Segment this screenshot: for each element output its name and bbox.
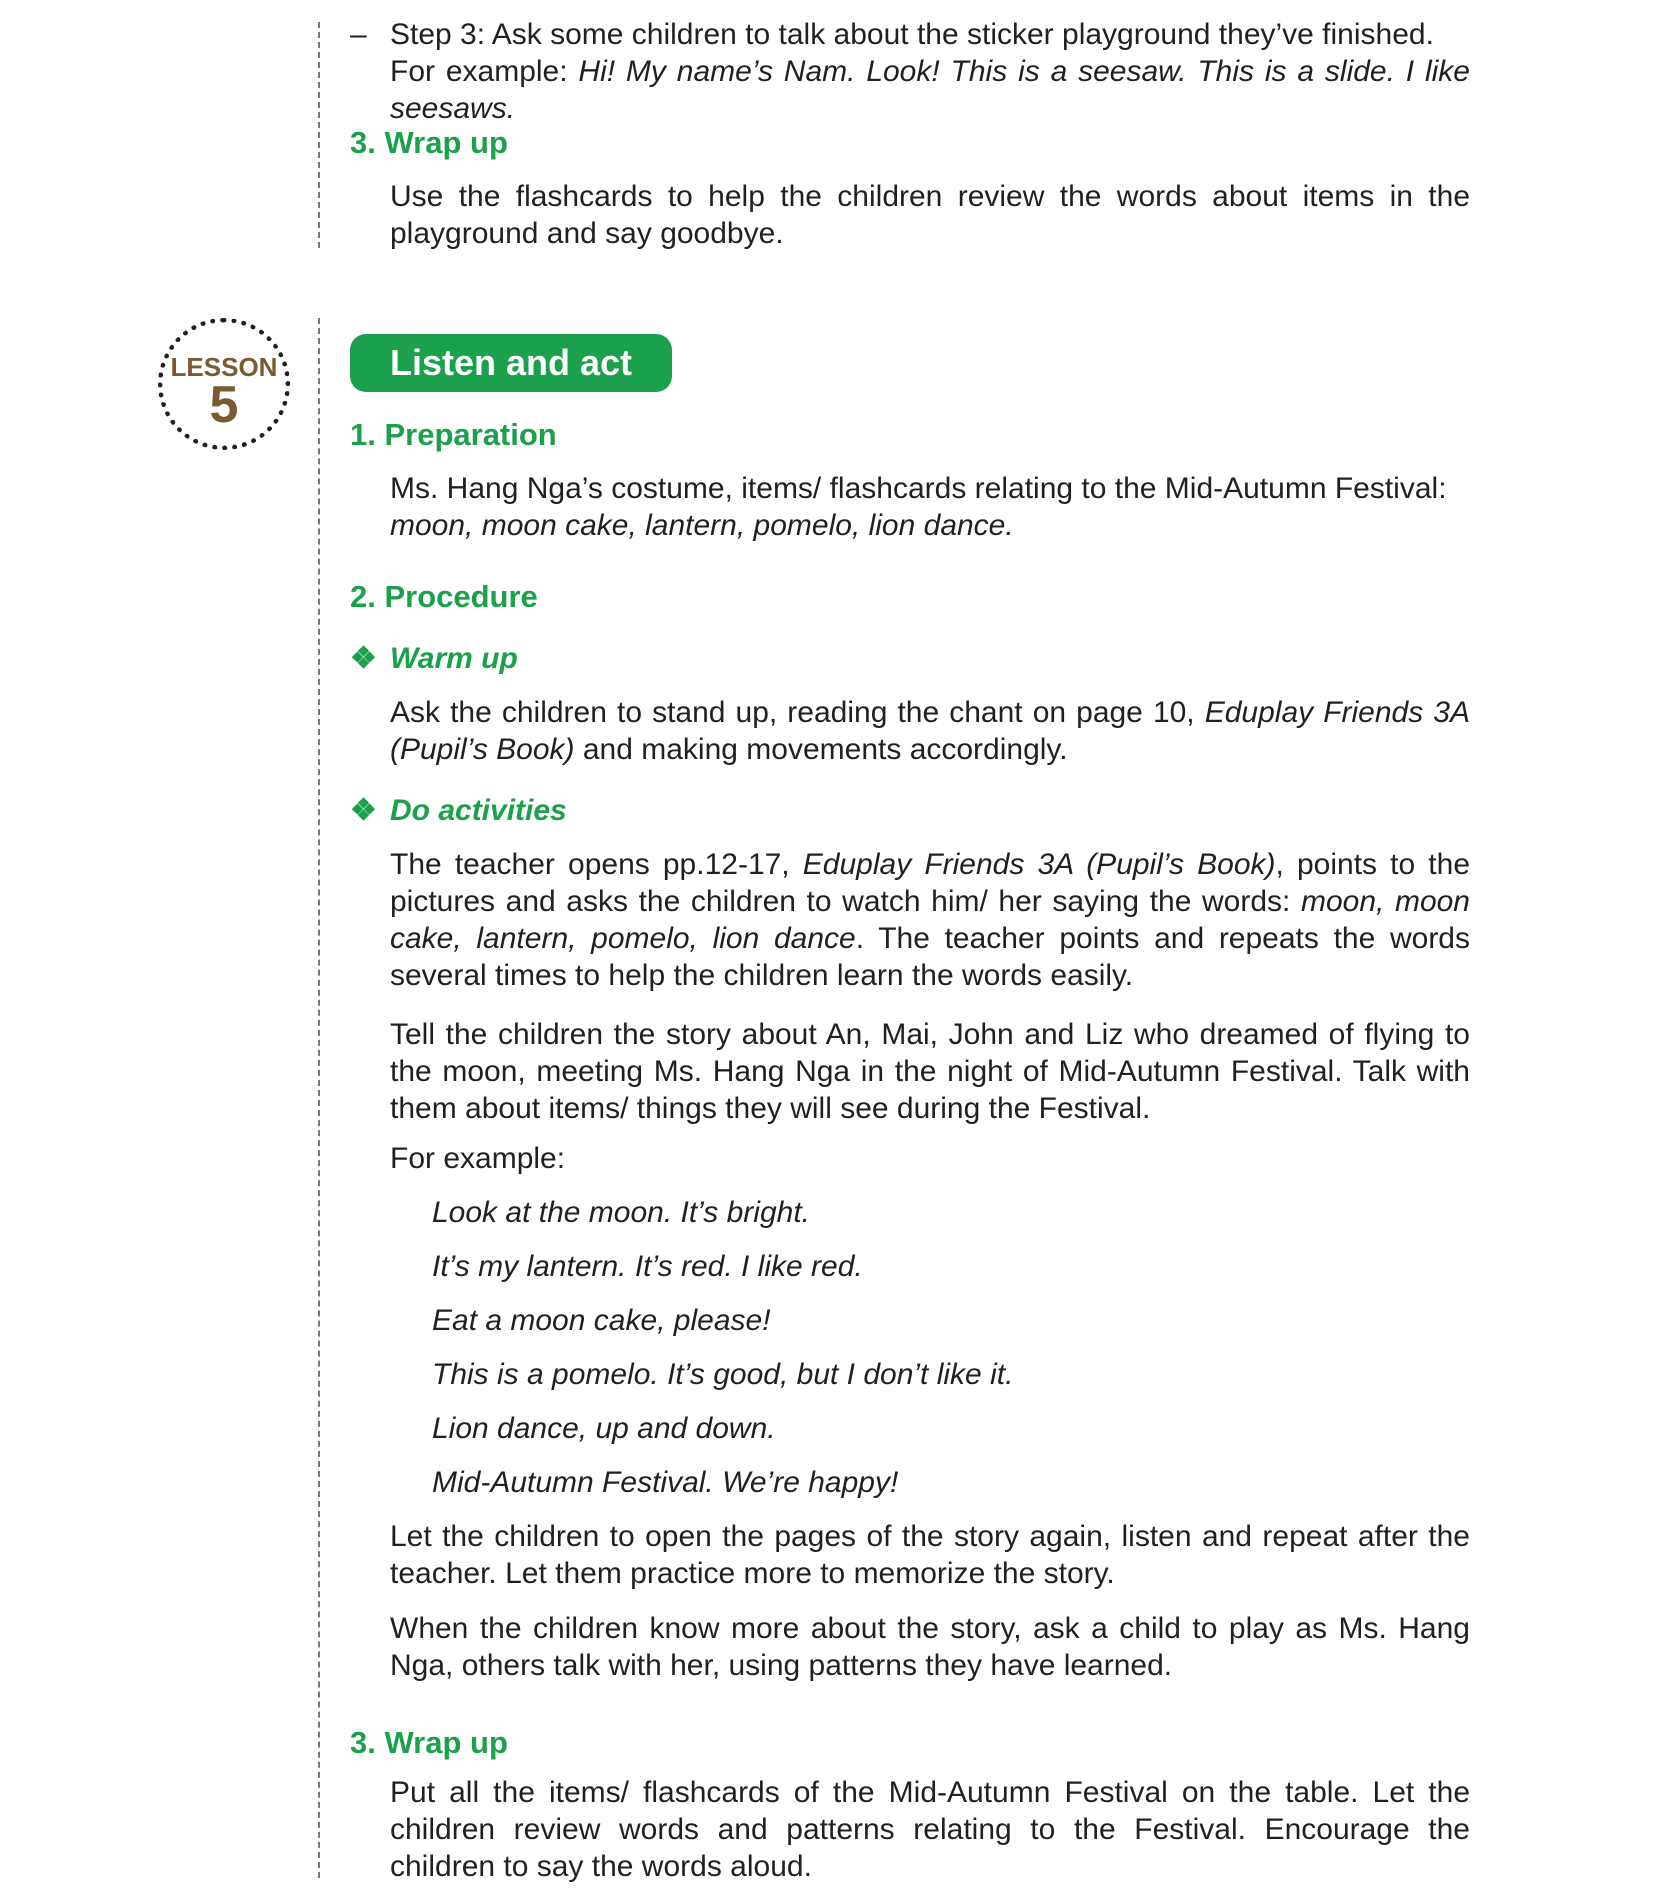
act-p1-b: , points to the pictures and asks the children to watch him/ her saying the words: (390, 848, 1471, 918)
activities-paragraph-1 (390, 846, 1470, 994)
example-line: It’s my lantern. It’s red. I like red. (432, 1250, 863, 1283)
example-line: Look at the moon. It’s bright. (432, 1196, 811, 1229)
procedure-heading: 2. Procedure (350, 579, 538, 614)
step3-example-prefix: For example: (390, 55, 579, 88)
margin-dashed-line-bottom (318, 318, 320, 1878)
activities-paragraph-4: When the children know more about the story, ask a child to play as Ms. Hang Nga, others talk with her, using patterns they have learned. (390, 1612, 1470, 1682)
do-activities-subheading (350, 792, 567, 829)
example-line: Lion dance, up and down. (432, 1412, 776, 1445)
example-line: Mid-Autumn Festival. We’re happy! (432, 1466, 899, 1499)
step3-text: Step 3: Ask some children to talk about the sticker playground they’ve finished. (390, 18, 1434, 51)
preparation-heading: 1. Preparation (350, 417, 557, 452)
activities-paragraph-2: Tell the children the story about An, Mai, John and Liz who dreamed of flying to the moon, meeting Ms. Hang Nga in the night of Mid-Autumn Festival. Talk with them about items/ things they will see during the Festival. (390, 1018, 1470, 1125)
act-p1-words: moon, moon cake, lantern, pomelo, lion dance (390, 885, 1470, 955)
wrap-up-text: Put all the items/ flashcards of the Mid-Autumn Festival on the table. Let the children review words and patterns relating to the Festival. Encourage the children to say the words aloud. (390, 1776, 1470, 1883)
lesson-badge (158, 318, 290, 450)
preparation-text: Ms. Hang Nga’s costume, items/ flashcards relating to the Mid-Autumn Festival: (390, 472, 1447, 505)
warm-up-subheading (350, 640, 518, 677)
wrap-up-heading: 3. Wrap up (350, 1725, 508, 1760)
wrap-up-heading-top: 3. Wrap up (350, 125, 508, 160)
preparation-paragraph (390, 470, 1470, 544)
step3-dash: – (350, 18, 367, 51)
preparation-items: moon, moon cake, lantern, pomelo, lion dance. (390, 509, 1014, 542)
lesson-badge-number: 5 (209, 376, 239, 434)
example-line: This is a pomelo. It’s good, but I don’t like it. (432, 1358, 1014, 1391)
margin-dashed-line-top (318, 22, 320, 248)
do-activities-heading: Do activities (390, 794, 567, 827)
for-example-label: For example: (390, 1142, 566, 1175)
warm-up-heading: Warm up (390, 642, 518, 675)
act-p1-a: The teacher opens pp.12-17, (390, 848, 803, 881)
example-line: Eat a moon cake, please! (432, 1304, 771, 1337)
lesson-title: Listen and act (350, 334, 672, 392)
diamond-bullet-icon: ❖ (350, 642, 377, 675)
warm-up-text-1: Ask the children to stand up, reading the chant on page 10, (390, 696, 1205, 729)
step3-paragraph (390, 16, 1470, 127)
wrap-up-text-top: Use the flashcards to help the children review the words about items in the playground and say goodbye. (390, 180, 1470, 250)
act-p1-c: . The teacher points and repeats the words several times to help the children learn the words easily. (390, 922, 1470, 992)
warm-up-text-2: and making movements accordingly. (574, 733, 1068, 766)
warm-up-paragraph (390, 694, 1470, 768)
warm-up-book-title: Eduplay Friends 3A (Pupil’s Book) (390, 696, 1471, 766)
step3-example: Hi! My name’s Nam. Look! This is a seesaw. This is a slide. I like seesaws. (390, 55, 1470, 125)
act-p1-book-title: Eduplay Friends 3A (Pupil’s Book) (802, 848, 1276, 881)
activities-paragraph-3: Let the children to open the pages of the story again, listen and repeat after the teacher. Let them practice more to memorize the story. (390, 1520, 1470, 1590)
lesson-badge-word: LESSON (170, 352, 278, 382)
diamond-bullet-icon: ❖ (350, 794, 377, 827)
